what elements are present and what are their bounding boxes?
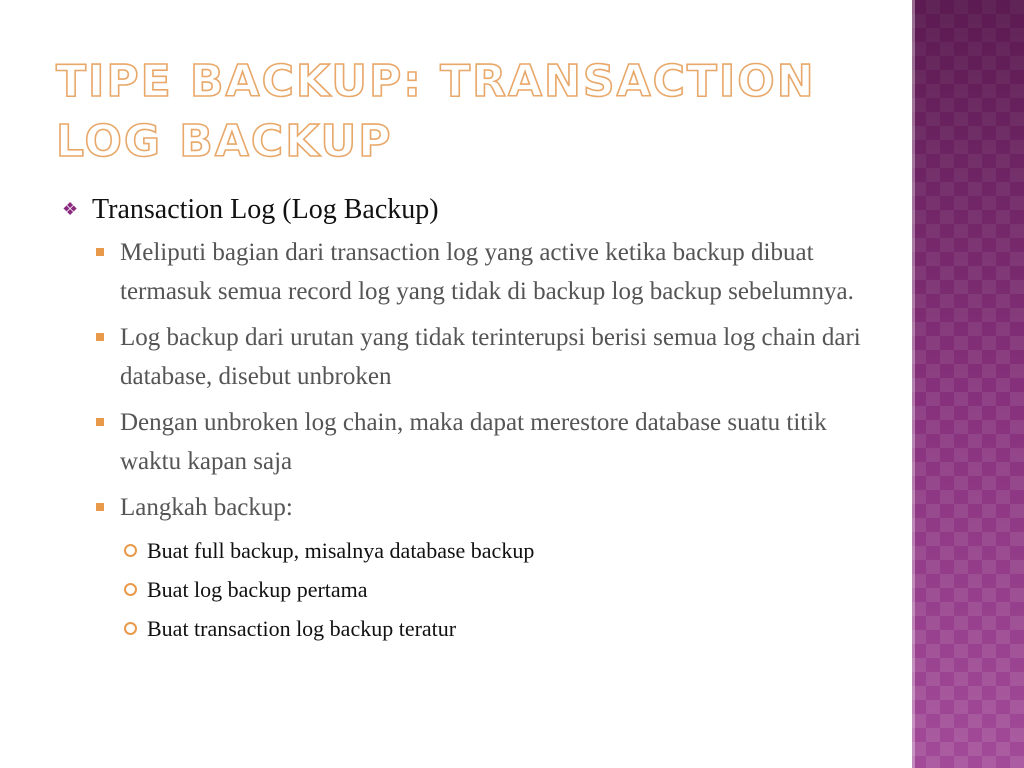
title-line-2: LOG BACKUP	[56, 116, 393, 167]
level3-item	[62, 536, 892, 566]
level2-text: Meliputi bagian dari transaction log yang active ketika backup dibuat termasuk semua record log yang tidak di backup log backup sebelumnya.	[120, 239, 854, 305]
ring-bullet-icon	[124, 544, 137, 557]
level2-text: Langkah backup:	[120, 494, 293, 521]
square-bullet-icon	[96, 418, 104, 426]
level2-item	[62, 404, 892, 481]
slide-body	[62, 190, 892, 653]
level3-item	[62, 575, 892, 605]
level3-item	[62, 614, 892, 644]
level2-item	[62, 319, 892, 396]
level3-text: Buat log backup pertama	[147, 576, 368, 602]
level3-text: Buat transaction log backup teratur	[147, 615, 457, 641]
level1-item	[62, 190, 892, 230]
slide-title	[56, 52, 876, 172]
level2-text: Dengan unbroken log chain, maka dapat merestore database suatu titik waktu kapan saja	[120, 409, 827, 475]
side-band-edge	[912, 0, 915, 768]
level3-text: Buat full backup, misalnya database backup	[147, 537, 535, 563]
level2-item	[62, 489, 892, 528]
square-bullet-icon	[96, 333, 104, 341]
level2-text: Log backup dari urutan yang tidak terinterupsi berisi semua log chain dari database, disebut unbroken	[120, 324, 861, 390]
square-bullet-icon	[96, 503, 104, 511]
ring-bullet-icon	[124, 583, 137, 596]
ring-bullet-icon	[124, 622, 137, 635]
level1-text: Transaction Log (Log Backup)	[92, 194, 439, 225]
level2-item	[62, 234, 892, 311]
diamond-bullet-icon: ❖	[62, 199, 79, 219]
square-bullet-icon	[96, 248, 104, 256]
decorative-side-band	[912, 0, 1024, 768]
title-line-1: TIPE BACKUP: TRANSACTION	[56, 56, 816, 107]
